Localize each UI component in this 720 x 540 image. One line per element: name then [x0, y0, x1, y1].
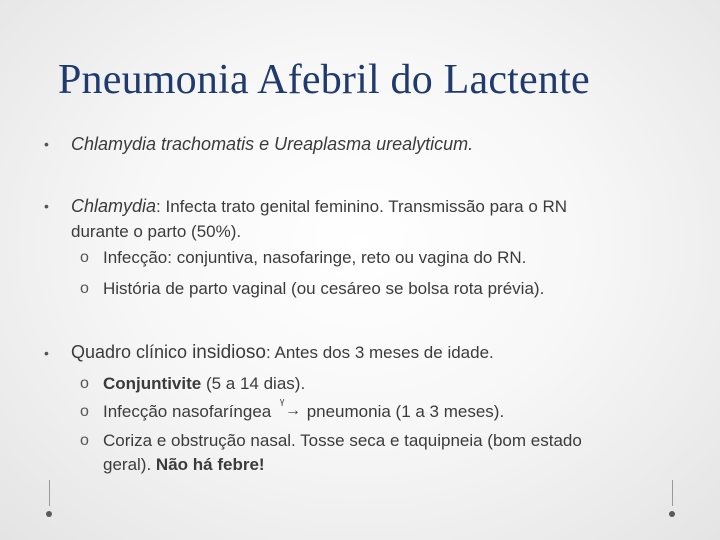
bullet-2-marker: • [44, 198, 49, 214]
bullet-3-sub-1-rest: (5 a 14 dias). [201, 374, 306, 393]
bullet-2-sub-2: História de parto vaginal (ou cesáreo se bolsa rota prévia). [103, 279, 545, 298]
bullet-3-sub-1-bold: Conjuntivite [103, 374, 202, 393]
bullet-2-line-2: durante o parto (50%). [71, 222, 242, 241]
bullet-3-sub-3-line-1: Coriza e obstrução nasal. Tosse seca e taquipneia (bom estado [103, 431, 582, 450]
bullet-2-sub-1-marker: o [80, 249, 89, 266]
bullet-3-sub-3-marker: o [80, 432, 89, 449]
bullet-3-sub-2-a: Infecção nasofaríngea [103, 402, 276, 421]
bullet-2-label: Chlamydia [71, 196, 157, 216]
bullet-3-sub-3-a: geral). [103, 455, 156, 474]
bullet-2-sub-2-marker: o [80, 280, 89, 297]
arrow-icon [276, 395, 302, 423]
gamma-symbol: ᵞ [279, 395, 285, 410]
bullet-2-rest: : Infecta trato genital feminino. Transmissão para o RN [156, 197, 568, 216]
bullet-3-rest: : Antes dos 3 meses de idade. [266, 343, 494, 362]
bullet-3-sub-2-marker: o [80, 403, 89, 420]
bullet-3-sub-2-b: pneumonia (1 a 3 meses). [301, 402, 505, 421]
bullet-1-marker: • [44, 136, 49, 152]
bullet-3-emph: insidioso [192, 342, 266, 363]
bullet-2-sub-1: Infecção: conjuntiva, nasofaringe, reto ou vagina do RN. [103, 248, 527, 267]
bullet-3-sub-3-line-2 [103, 454, 265, 476]
right-ornament-line [672, 480, 673, 506]
right-ornament-dot [669, 511, 675, 517]
bullet-3-sub-1-marker: o [80, 375, 89, 392]
arrow-glyph: → [284, 402, 301, 419]
bullet-3-marker: • [44, 345, 49, 361]
left-ornament-line [49, 480, 50, 506]
slide-title: Pneumonia Afebril do Lactente [58, 57, 590, 103]
bullet-1-text: Chlamydia trachomatis e Ureaplasma urealyticum. [71, 134, 474, 154]
bullet-3-lead: Quadro clínico [71, 342, 193, 362]
left-ornament-dot [46, 511, 52, 517]
bullet-3-sub-1 [103, 373, 305, 395]
bullet-3-sub-3-bold: Não há febre! [155, 455, 265, 474]
bullet-3-line [71, 341, 494, 364]
bullet-2-line-1 [71, 195, 567, 218]
bullet-3-sub-2 [103, 395, 505, 423]
